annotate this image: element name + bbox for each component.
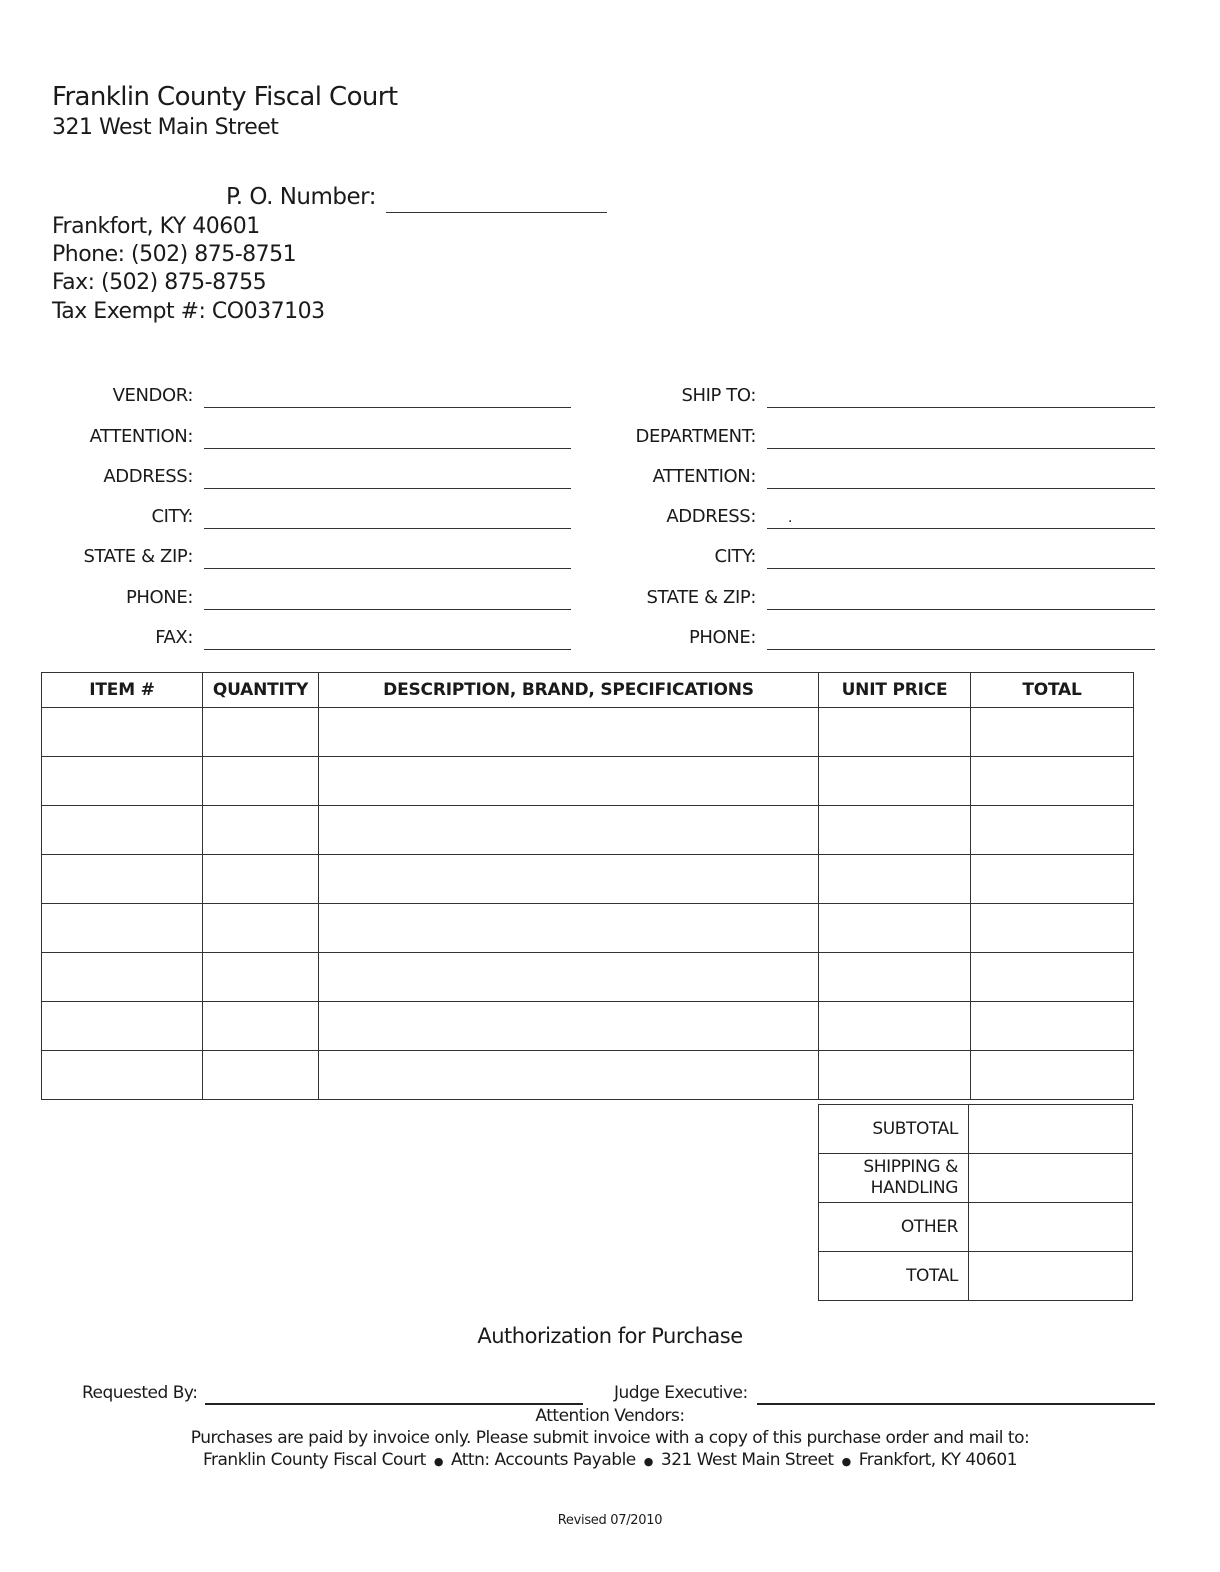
item-number-cell[interactable]	[42, 904, 203, 953]
vendor-city-label: CITY:	[151, 506, 193, 527]
other-row	[819, 1203, 1133, 1252]
line-total-cell[interactable]	[971, 904, 1134, 953]
vendor-phone-field[interactable]	[204, 609, 571, 610]
ship-to-city-field[interactable]	[767, 568, 1155, 569]
description-cell[interactable]	[319, 1051, 819, 1100]
bullet-separator-icon: ●	[841, 1455, 851, 1468]
vendor-state-zip-label: STATE & ZIP:	[83, 546, 193, 567]
column-header-item-number: ITEM #	[42, 673, 203, 708]
requested-by-signature-field[interactable]	[205, 1403, 583, 1405]
ship-to-city-label: CITY:	[714, 546, 756, 567]
table-row	[42, 953, 1134, 1002]
quantity-cell[interactable]	[203, 904, 319, 953]
organization-street: 321 West Main Street	[52, 115, 279, 140]
unit-price-cell[interactable]	[819, 806, 971, 855]
quantity-cell[interactable]	[203, 953, 319, 1002]
subtotal-row	[819, 1105, 1133, 1154]
table-row	[42, 757, 1134, 806]
line-total-cell[interactable]	[971, 953, 1134, 1002]
quantity-cell[interactable]	[203, 708, 319, 757]
table-header-row	[42, 673, 1134, 708]
item-number-cell[interactable]	[42, 953, 203, 1002]
line-total-cell[interactable]	[971, 855, 1134, 904]
ship-to-label: SHIP TO:	[681, 385, 756, 406]
po-number-label: P. O. Number:	[226, 184, 376, 210]
quantity-cell[interactable]	[203, 1002, 319, 1051]
grand-total-value-cell[interactable]	[969, 1252, 1133, 1301]
organization-fax: Fax: (502) 875-8755	[52, 270, 267, 295]
description-cell[interactable]	[319, 806, 819, 855]
revision-date: Revised 07/2010	[557, 1513, 663, 1528]
ship-to-department-label: DEPARTMENT:	[635, 426, 756, 447]
table-row	[42, 708, 1134, 757]
vendor-fax-label: FAX:	[155, 627, 193, 648]
ship-to-department-field[interactable]	[767, 448, 1155, 449]
organization-city-state-zip: Frankfort, KY 40601	[52, 214, 260, 239]
description-cell[interactable]	[319, 757, 819, 806]
description-cell[interactable]	[319, 904, 819, 953]
unit-price-cell[interactable]	[819, 708, 971, 757]
item-number-cell[interactable]	[42, 855, 203, 904]
column-header-description: DESCRIPTION, BRAND, SPECIFICATIONS	[319, 673, 819, 708]
ship-to-attention-field[interactable]	[767, 488, 1155, 489]
quantity-cell[interactable]	[203, 806, 319, 855]
table-row	[42, 855, 1134, 904]
unit-price-cell[interactable]	[819, 904, 971, 953]
tax-exempt-number: Tax Exempt #: CO037103	[52, 299, 325, 324]
organization-phone: Phone: (502) 875-8751	[52, 242, 297, 267]
item-number-cell[interactable]	[42, 757, 203, 806]
subtotal-label: SUBTOTAL	[819, 1105, 969, 1154]
vendor-fax-field[interactable]	[204, 649, 571, 650]
ship-to-phone-field[interactable]	[767, 649, 1155, 650]
shipping-handling-label-line2: HANDLING	[870, 1178, 958, 1198]
vendor-notice-text: Purchases are paid by invoice only. Please submit invoice with a copy of this purchase order and mail to:	[190, 1428, 1030, 1448]
bullet-separator-icon: ●	[643, 1455, 653, 1468]
vendor-city-field[interactable]	[204, 528, 571, 529]
totals-summary-table	[818, 1104, 1133, 1301]
po-number-field[interactable]	[386, 212, 607, 213]
line-total-cell[interactable]	[971, 1051, 1134, 1100]
mailing-city: Frankfort, KY 40601	[858, 1450, 1018, 1470]
quantity-cell[interactable]	[203, 1051, 319, 1100]
unit-price-cell[interactable]	[819, 757, 971, 806]
ship-to-address-value: .	[788, 510, 793, 526]
vendor-attention-label: ATTENTION:	[89, 426, 193, 447]
unit-price-cell[interactable]	[819, 953, 971, 1002]
requested-by-label: Requested By:	[82, 1383, 198, 1403]
ship-to-phone-label: PHONE:	[688, 627, 756, 648]
column-header-total: TOTAL	[971, 673, 1134, 708]
line-total-cell[interactable]	[971, 1002, 1134, 1051]
table-row	[42, 806, 1134, 855]
vendor-notice-mailing-address	[0, 1450, 1220, 1470]
quantity-cell[interactable]	[203, 855, 319, 904]
line-total-cell[interactable]	[971, 708, 1134, 757]
table-row	[42, 1051, 1134, 1100]
organization-name: Franklin County Fiscal Court	[52, 82, 398, 112]
ship-to-field[interactable]	[767, 407, 1155, 408]
item-number-cell[interactable]	[42, 708, 203, 757]
judge-executive-signature-field[interactable]	[757, 1403, 1155, 1405]
ship-to-state-zip-field[interactable]	[767, 609, 1155, 610]
judge-executive-label: Judge Executive:	[614, 1383, 748, 1403]
mailing-attn: Attn: Accounts Payable	[450, 1450, 636, 1470]
shipping-handling-row	[819, 1154, 1133, 1203]
ship-to-state-zip-label: STATE & ZIP:	[646, 587, 756, 608]
vendor-label: VENDOR:	[112, 385, 193, 406]
shipping-handling-label	[819, 1154, 969, 1203]
bullet-separator-icon: ●	[433, 1455, 443, 1468]
description-cell[interactable]	[319, 855, 819, 904]
subtotal-value-cell[interactable]	[969, 1105, 1133, 1154]
item-number-cell[interactable]	[42, 1002, 203, 1051]
shipping-handling-label-line1: SHIPPING &	[863, 1157, 958, 1177]
vendor-attention-field[interactable]	[204, 448, 571, 449]
shipping-handling-value-cell[interactable]	[969, 1154, 1133, 1203]
vendor-address-field[interactable]	[204, 488, 571, 489]
unit-price-cell[interactable]	[819, 1051, 971, 1100]
vendor-notice-heading: Attention Vendors:	[535, 1406, 685, 1426]
mailing-org: Franklin County Fiscal Court	[202, 1450, 426, 1470]
grand-total-row	[819, 1252, 1133, 1301]
column-header-unit-price: UNIT PRICE	[819, 673, 971, 708]
description-cell[interactable]	[319, 953, 819, 1002]
unit-price-cell[interactable]	[819, 1002, 971, 1051]
description-cell[interactable]	[319, 1002, 819, 1051]
grand-total-label: TOTAL	[819, 1252, 969, 1301]
table-row	[42, 1002, 1134, 1051]
other-value-cell[interactable]	[969, 1203, 1133, 1252]
table-row	[42, 904, 1134, 953]
vendor-address-label: ADDRESS:	[103, 466, 193, 487]
vendor-phone-label: PHONE:	[125, 587, 193, 608]
authorization-title: Authorization for Purchase	[477, 1324, 743, 1348]
line-items-table	[41, 672, 1134, 1100]
ship-to-address-label: ADDRESS:	[666, 506, 756, 527]
line-total-cell[interactable]	[971, 757, 1134, 806]
line-total-cell[interactable]	[971, 806, 1134, 855]
mailing-street: 321 West Main Street	[660, 1450, 834, 1470]
unit-price-cell[interactable]	[819, 855, 971, 904]
description-cell[interactable]	[319, 708, 819, 757]
vendor-field[interactable]	[204, 407, 571, 408]
ship-to-address-field[interactable]	[767, 510, 1155, 529]
column-header-quantity: QUANTITY	[203, 673, 319, 708]
other-label: OTHER	[819, 1203, 969, 1252]
quantity-cell[interactable]	[203, 757, 319, 806]
item-number-cell[interactable]	[42, 1051, 203, 1100]
vendor-state-zip-field[interactable]	[204, 568, 571, 569]
item-number-cell[interactable]	[42, 806, 203, 855]
ship-to-attention-label: ATTENTION:	[652, 466, 756, 487]
